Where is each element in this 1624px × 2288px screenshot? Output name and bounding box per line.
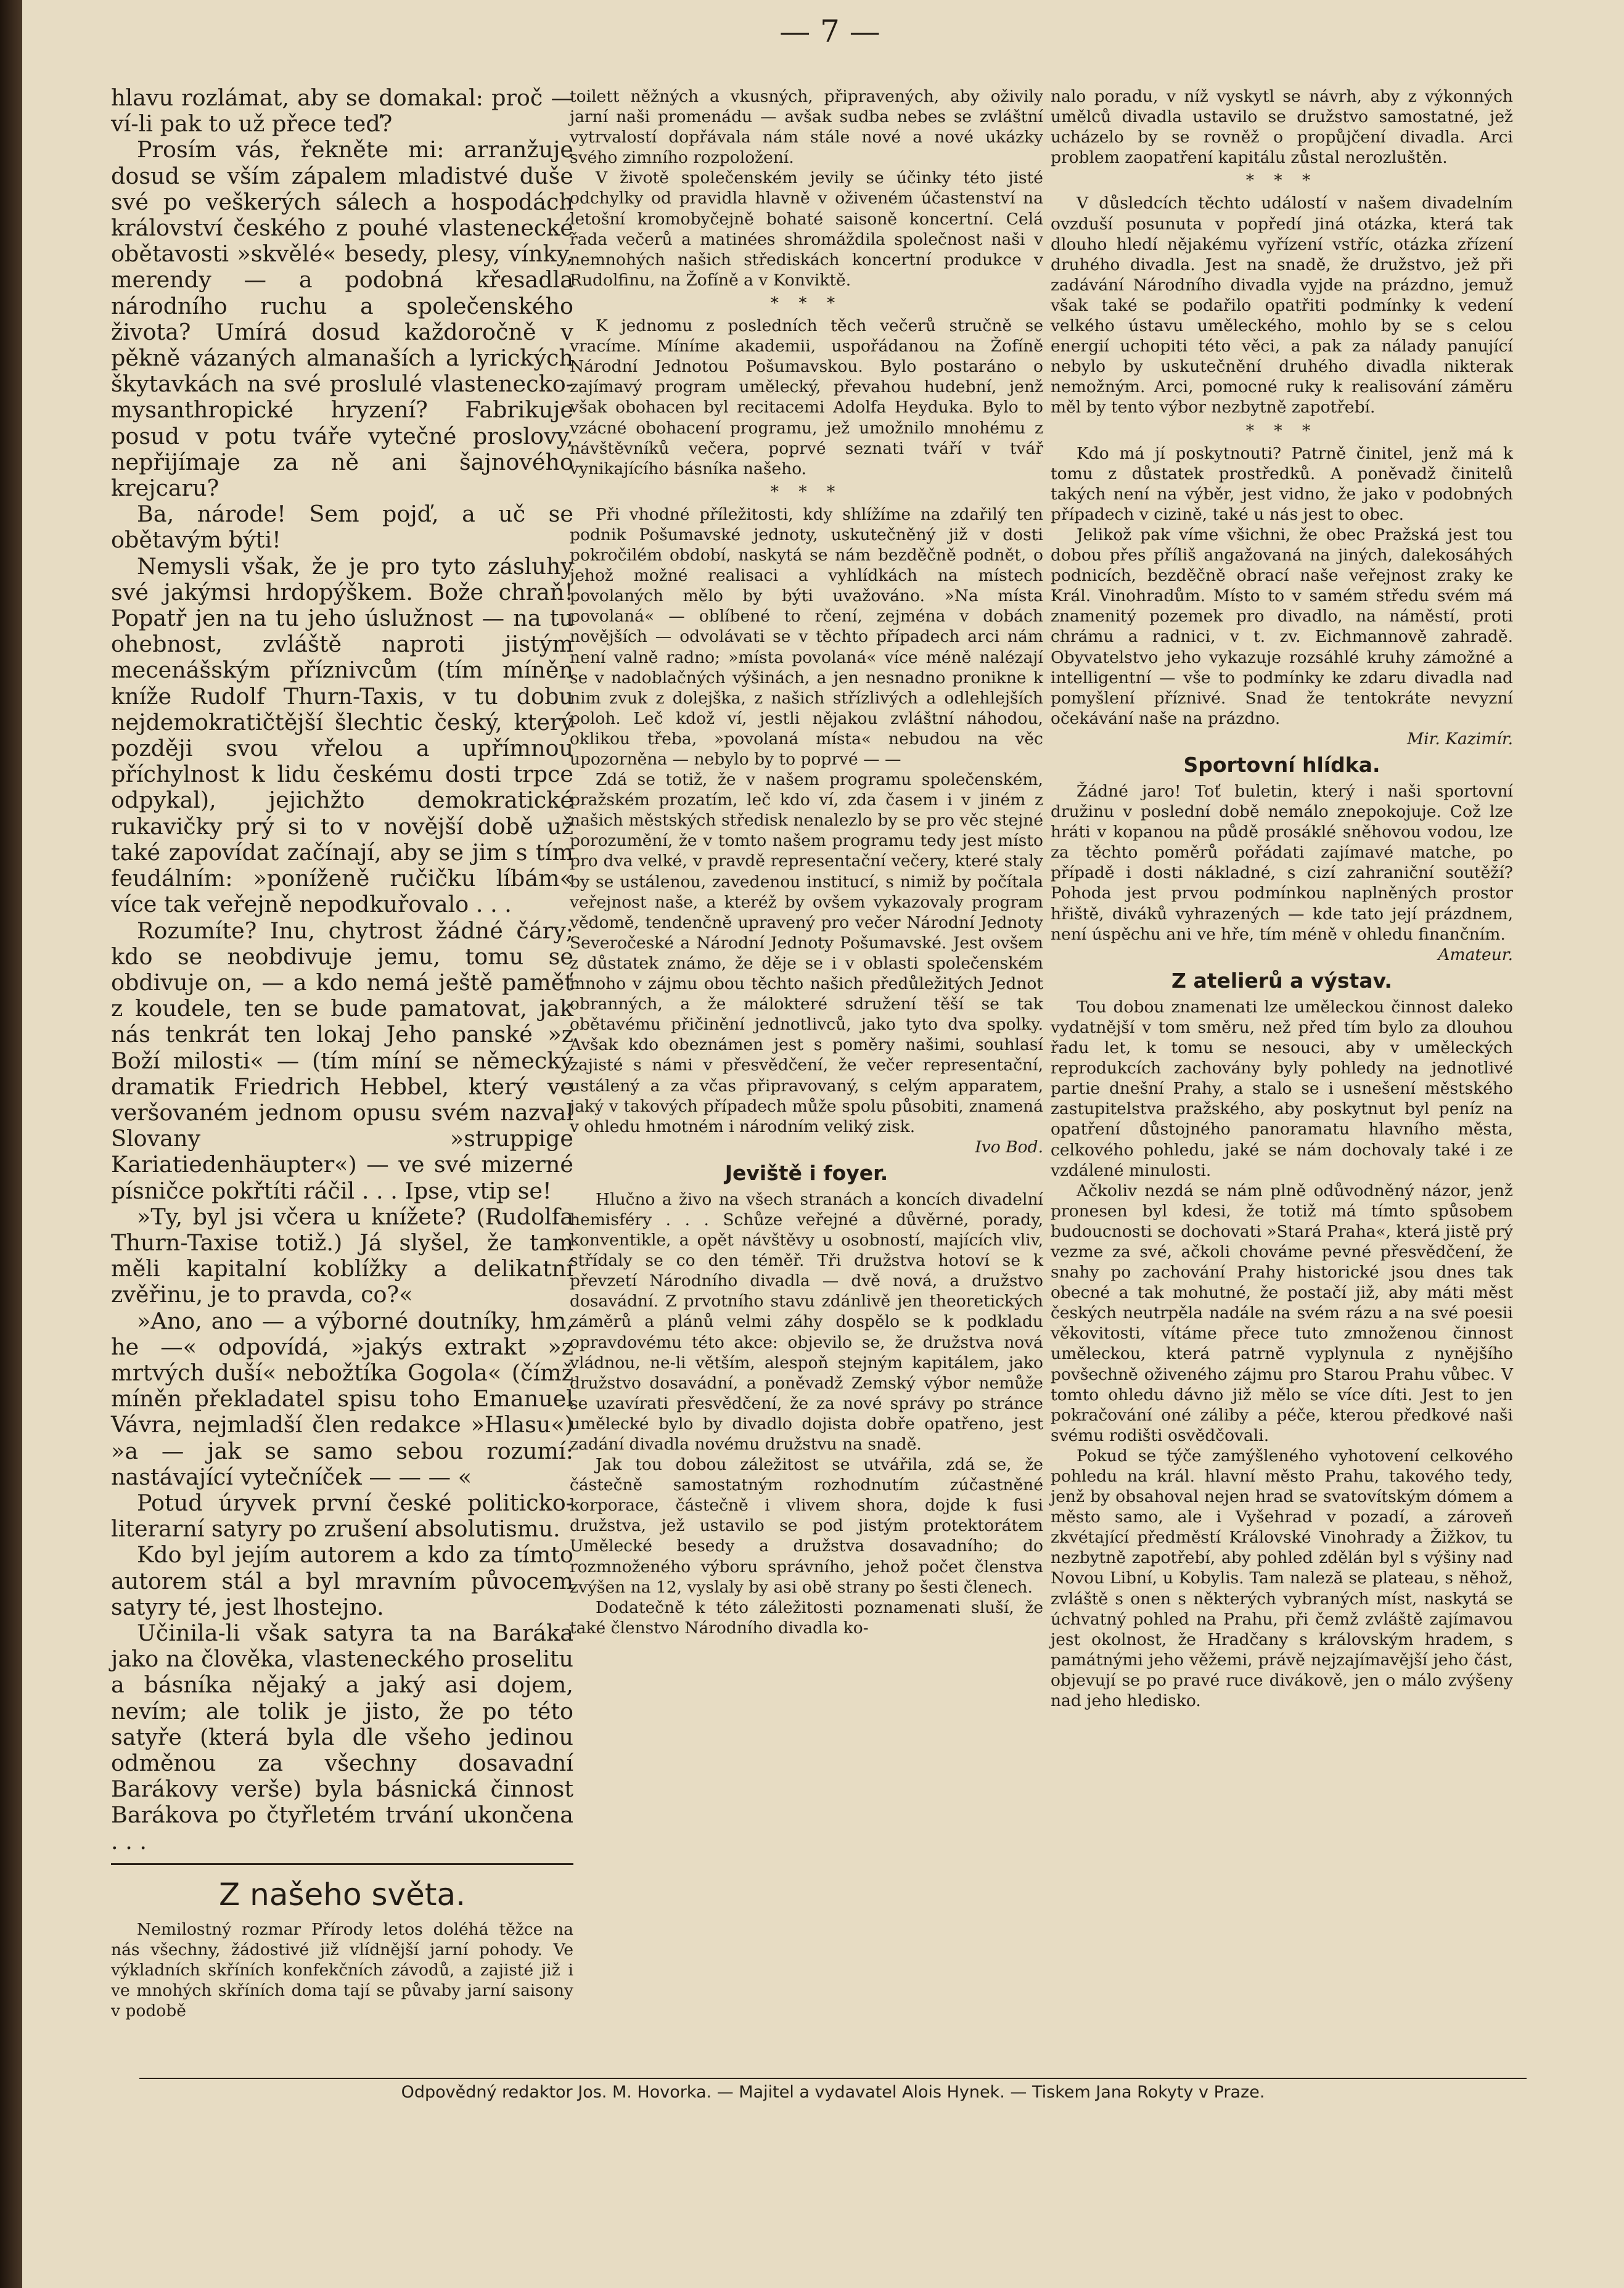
paragraph: Při vhodné příležitosti, kdy shlížíme na zdařilý ten podnik Pošumavské jednoty, uskutečněný již v dosti pokročilém období, naskytá se nám bezděčně podnět, o jehož možné realisaci a vyhlídkách na místech povolaných mělo by býti uvažováno. »Na místa povolaná« — oblíbené to rčení, zejména v dobách novějších — odvolávati se v těchto případech arci nám není valně radno; »místa povolaná« více méně nalézají se v nadoblačných výšinách, a jen nesnadno pronikne k nim zvuk z dolejška, z našich střízlivých a odlehlejších poloh. Leč kdož ví, jestli nějakou zvláštní náhodou, oklikou třeba, »povolaná místa« nebudou na věc upozorněna — nebylo by to poprvé — — [570,504,1043,769]
imprint-footer: Odpovědný redaktor Jos. M. Hovorka. — Majitel a vydavatel Alois Hynek. — Tiskem Jana Rokyty v Praze. [139,2078,1527,2102]
paragraph: Žádné jaro! Toť buletin, který i naši sportovní družinu v poslední době nemálo znepokojuje. Což lze hráti v kopanou na půdě prosáklé sněhovou vodou, lze za těchto poměrů pořádati zajímavé matche, po případě i dosti nákladné, s cizí zahraniční soutěží? Pohoda jest prvou podmínkou naplněných prostor hřiště, diváků vyhrazených — kde tato její prázdnem, není úspěchu ani ve hře, tím méně v ohledu finančním. [1051,782,1513,944]
paragraph: Nemysli však, že je pro tyto zásluhy své jakýmsi hrdopýškem. Bože chraň! Popatř jen na tu jeho úslužnost — na tu ohebnost, zvláště naproti jistým mecenášským příznivcům (tím míněn kníže Rudolf Thurn-Taxis, v tu dobu nejdemokratičtější šlechtic český, který později svou vřelou a upřímnou příchylnost k lidu českému dosti trpce odpykal), jejichžto demokratické rukavičky prý si to v novější době už také zapovídat začínají, aby se jim s tím feudálním: »poníženě ručičku líbám« více tak veřejně nepodkuřovalo . . . [111,552,573,918]
section-heading-sportovni-hlidka: Sportovní hlídka. [1183,753,1380,777]
paragraph: V životě společenském jevily se účinky této jisté odchylky od pravidla hlavně v oživeném účastenství na letošní kromobyčejně bohaté saisoně koncertní. Celá řada večerů a matinées shromáždila společnost naši v nemnohých našich střediskách koncertní produkce v Rudolfinu, na Žofíně a v Konviktě. [570,168,1043,290]
newspaper-page [22,0,1624,2288]
section-stars: * * * [770,293,843,313]
paragraph: »Ano, ano — a výborné doutníky, hm, he —« odpovídá, »jakýs extrakt »z mrtvých duší« nebožtíka Gogola« (čímž míněn překladatel spisu toho Emanuel Vávra, nejmladší člen redakce »Hlasu«) »a — jak se samo sebou rozumí: nastávající vytečníček — — — « [111,1307,573,1490]
section-stars: * * * [770,482,843,501]
paragraph: Tou dobou znamenati lze uměleckou činnost daleko vydatnější v tom směru, než před tím bylo za dlouhou řadu let, k tomu se nesouci, aby v uměleckých reprodukcích zachovány byly pohledy na jednotlivé partie dnešní Prahy, a stalo se i usnešení městského zastupitelstva pražského, aby poskytnut byl peníz na opatření důstojného panoramatu hlavního města, celkového pohledu, jaké se nám dochovaly také i ze vzdálené minulosti. [1051,997,1513,1180]
paragraph: K jednomu z posledních těch večerů stručně se vracíme. Míníme akademii, uspořádanou na Žofíně Národní Jednotou Pošumavskou. Bylo postaráno o zajímavý program umělecký, převahou hudební, jenž však obohacen byl recitacemi Adolfa Heyduka. Bylo to vzácné obohacení programu, jež umožnilo mnohému z návštěvníků večera, poprvé seznati tváří v tvář vynikajícího básníka našeho. [570,316,1043,478]
paragraph: Ačkoliv nezdá se nám plně odůvodněný názor, jenž pronesen byl kdesi, že totiž má tímto spůsobem budoucnosti se dochovati »Stará Praha«, která jistě prý vezme za své, ačkoli chováme pevné přesvědčení, že snahy po zachování Prahy historické jsou dnes tak obecné a tak mohutné, že postačí již, aby máti měst českých neutrpěla nadále na svém rázu a na své poesii věkovitosti, vítáme přece tuto zmnoženou činnost uměleckou, která patrně vyplynula z nynějšího povšechně oživeného zájmu pro Starou Prahu vůbec. V tomto ohledu dávno již mělo se více díti. Jest to jen pokračování oné záliby a péče, kterou předkové naši svému rodišti osvědčovali. [1051,1181,1513,1445]
paragraph: toilett něžných a vkusných, připravených, aby oživily jarní naši promenádu — avšak sudba nebes se zvláštní vytrvalostí dopřávala nám stále nové a nové ukázky svého zimního rozpoložení. [570,87,1043,168]
author-signature: Mir. Kazimír. [1406,729,1513,748]
section-stars: * * * [1245,420,1318,440]
column-2 [570,86,1043,1638]
section-heading-jeviste-i-foyer: Jeviště i foyer. [724,1160,888,1185]
paragraph: Učinila-li však satyra ta na Baráka jako na člověka, vlasteneckého proselitu a básníka nějaký a jaký asi dojem, nevím; ale tolik je jisto, že po této satyře (která byla dle všeho jedinou odměnou za všechny dosavadní Barákovy verše) byla básnická činnost Barákova po čtyřletém trvání ukončena . . . [111,1619,573,1855]
paragraph: Rozumíte? Inu, chytrost žádné čáry; kdo se neobdivuje jemu, tomu se obdivuje on, — a kdo nemá ještě paměť z koudele, ten se bude pamatovat, jak nás tenkrát ten lokaj Jeho panské »z Boží milosti« — (tím míní se německý dramatik Friedrich Hebbel, který ve veršovaném jednom opusu svém nazval Slovany »struppige Kariatiedenhäupter«) — ve své mizerné písničce pokřtíti ráčil . . . Ipse, vtip se! [111,917,573,1204]
paragraph: V důsledcích těchto událostí v našem divadelním ovzduší posunuta v popředí jiná otázka, která tak dlouho hledí nějakému vyřízení vstříc, otázka zřízení druhého divadla. Jest na snadě, že družstvo, jež při zadávání Národního divadla vyjde na prázdno, jemuž však také se podařilo opatřiti podmínky k vedení velkého ústavu uměleckého, mohlo by se s celou energií uchopiti této věci, a pak za nálady panující nebylo by uskutečnění druhého divadla nikterak nemožným. Arci, pomocné ruky k realisování záměru měl by tento výbor nezbytně zapotřebí. [1051,194,1513,417]
paragraph: »Ty, byl jsi včera u knížete? (Rudolfa Thurn-Taxise totiž.) Já slyšel, že tam měli kapitalní koblížky a delikatní zvěřinu, je to pravda, co?« [111,1203,573,1308]
paragraph: hlavu rozlámat, aby se domakal: proč — ví-li pak to už přece teď? [111,84,573,137]
paragraph: nalo poradu, v níž vyskytl se návrh, aby z výkonných umělců divadla ustavilo se družstvo samostatné, jež ucházelo by se rovněž o propůjčení divadla. Arci problem zaopatření kapitálu zůstal nerozluštěn. [1051,87,1513,168]
author-signature: Ivo Bod. [975,1137,1043,1157]
paragraph: Potud úryvek první české politicko-literarní satyry po zrušení absolutismu. [111,1489,573,1543]
paragraph: Ba, národe! Sem pojď, a uč se obětavým býti! [111,501,573,554]
paragraph: Zdá se totiž, že v našem programu společenském, pražském prozatím, leč kdo ví, zda časem i v jiném z našich městských středisk nenalezlo by se pro věc stejné porozumění, že v tomto našem programu tedy jest místo pro dva velké, v pravdě representační večery, které staly by se ustálenou, zavedenou institucí, s nimiž by počítala veřejnost naše, a kteréž by ovšem vykazovaly program vědomě, tendenčně upravený pro večer Národní Jednoty Severočeské a Národní Jednoty Pošumavské. Jest ovšem z důstatek známo, že děje se i v oblasti společenském mnoho v zájmu obou těchto našich předůležitých Jednot obranných, a že málokteré sdružení těší se tak obětavému přičinění jednotlivců, jako tyto dva spolky. Avšak kdo obeznámen jest s poměry našimi, souhlasí zajisté s námi v přesvědčení, že večer representační, ustálený a za včas připravovaný, s celým apparatem, jaký v takových případech může spolu působiti, znamená v ohledu hmotném i národním veliký zisk. [570,770,1043,1136]
section-heading-z-naseho-sveta: Z našeho světa. [219,1876,465,1913]
paragraph: Nemilostný rozmar Přírody letos doléhá těžce na nás všechny, žádostivé již vlídnější jarní pohody. Ve výkladních skříních konfekčních závodů, a zajisté již i ve mnohých skříních doma tají se půvaby jarní saisony v podobě [111,1919,573,2020]
paragraph: Jak tou dobou záležitost se utvářila, zdá se, že částečně samostatným rozhodnutím zúčastněné korporace, částečně i vlivem shora, dojde k fusi družstva, jež ustavilo se pod jistým protektorátem Umělecké besedy a družstva dosavadního; do rozmnoženého výboru správního, jehož počet členstva zvýšen na 12, vyslaly by asi obě strany po šesti členech. [570,1455,1043,1597]
page-number: — 7 — [779,14,880,49]
paragraph: Jelikož pak víme všichni, že obec Pražská jest tou dobou přes příliš angažovaná na jiných, dalekosáhých podnicích, bezděčně obrací naše veřejnost zraky ke Král. Vinohradům. Místo to v samém středu svém má znamenitý pozemek pro divadlo, na náměstí, proti chrámu a radnici, v t. zv. Eichmannově zahradě. Obyvatelstvo jeho vykazuje rozsáhlé kruhy zámožné a intelligentní — vše to podmínky ke zdaru divadla nad pomyšlení příznivé. Snad že tentokráte nevyzní očekávání naše na prázdno. [1051,525,1513,728]
paragraph: Kdo má jí poskytnouti? Patrně činitel, jenž má k tomu z důstatek prostředků. A poněvadž činitelů takých není na výběr, jest vidno, že jako v podobných případech v cizině, také u nás jest to obec. [1051,443,1513,524]
paragraph: Kdo byl jejím autorem a kdo za tímto autorem stál a byl mravním půvocem satyry té, jest lhostejno. [111,1541,573,1620]
column-3 [1051,86,1513,1711]
paragraph: Hlučno a živo na všech stranách a koncích divadelní hemisféry . . . Schůze veřejné a důvěrné, porady, konventikle, a opět návštěvy u osobností, majících vliv, střídaly se co den téměř. Tři družstva hotoví se k převzetí Národního divadla — dvě nová, a družstvo dosavádní. Z prvotního stavu zdánlivě jen theoretických záměrů a plánů velmi záhy dospělo se k podkladu opravdovému této akce: objevilo se, že družstva nová vládnou, ne-li větším, alespoň stejným kapitálem, jako družstvo dosavádní, a poněvadž Zemský výbor nemůže se uzavírati přesvědčení, že za nové správy po stránce umělecké bylo by divadlo dojista dobře opatřeno, jest zadání divadla novému družstvu na snadě. [570,1189,1043,1454]
paragraph: Dodatečně k této záležitosti poznamenati sluší, že také členstvo Národního divadla ko- [570,1597,1043,1638]
paragraph: Prosím vás, řekněte mi: arranžuje dosud se vším zápalem mladistvé duše své po veškerých sálech a hospodách království českého z pouhé vlastenecké obětavosti »skvělé« besedy, plesy, vínky, merendy — a podobná křesadla národního ruchu a společenského života? Umírá dosud každoročně v pěkně vázaných almanaších a lyrických škytavkách na své proslulé vlastenecko-mysanthropické hryzení? Fabrikuje posud v potu tváře vytečné proslovy, nepřijímaje za ně ani šajnového krejcaru? [111,136,573,502]
section-heading-z-atelieru-a-vystav: Z atelierů a výstav. [1171,968,1392,993]
section-rule [111,1863,573,1865]
book-binding-edge [0,0,22,2288]
section-stars: * * * [1245,171,1318,191]
column-1 [111,85,573,2021]
author-signature: Amateur. [1438,945,1513,964]
paragraph: Pokud se týče zamýšleného vyhotovení celkového pohledu na král. hlavní město Prahu, takového tedy, jenž by obsahoval nejen hrad se svatovítským dómem a město samo, ale i Vyšehrad v pozadí, a zároveň zkvétající předměstí Královské Vinohrady a Žižkov, tu nezbytně zapotřebí, aby pohled zdělán byl s výšiny nad Novou Libní, u Kobylis. Tam naleză se plateau, s něhož, zvláště s onen s některých vybraných míst, naskytá se úchvatný pohled na Prahu, při čemž zvláště zajímavou jest okolnost, že Hradčany s královským hradem, s památnými jeho věžemi, právě nejzajímavější jeho část, objevují se po pravé ruce divákově, jen o málo zvýšeny nad jeho hledisko. [1051,1446,1513,1711]
